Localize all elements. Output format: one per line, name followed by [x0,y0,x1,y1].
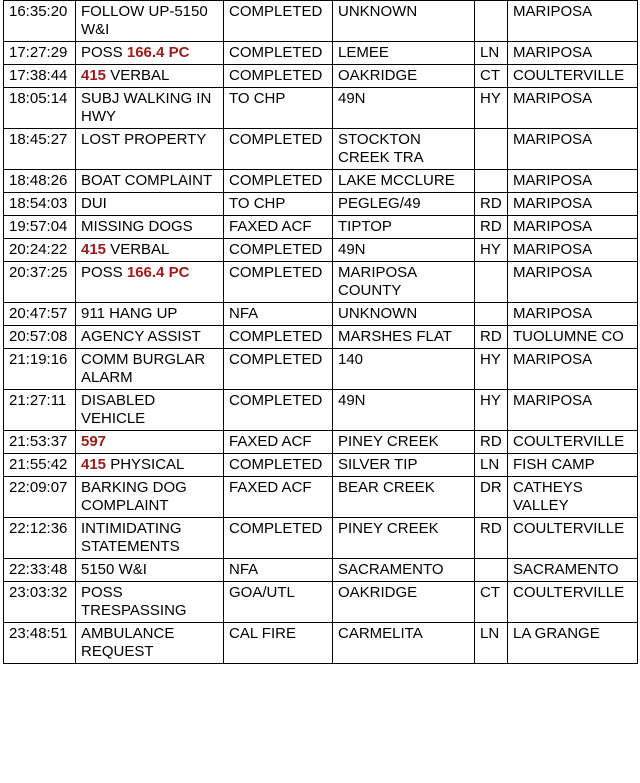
call-street-suffix: CT [475,65,508,88]
call-time: 18:48:26 [4,170,76,193]
call-city: TUOLUMNE CO [508,326,638,349]
call-city: MARIPOSA [508,216,638,239]
call-type [76,454,224,477]
call-time: 20:24:22 [4,239,76,262]
call-street: CARMELITA [333,623,475,664]
call-type [76,193,224,216]
call-type-text: AMBULANCE REQUEST [81,625,179,660]
table-row [4,1,638,42]
call-street: SACRAMENTO [333,559,475,582]
call-time: 18:05:14 [4,88,76,129]
call-type [76,129,224,170]
call-type [76,239,224,262]
call-street: OAKRIDGE [333,65,475,88]
call-type-text: DISABLED VEHICLE [81,392,160,427]
call-street-suffix: HY [475,349,508,390]
call-time: 17:38:44 [4,65,76,88]
call-street-suffix: RD [475,431,508,454]
table-row [4,88,638,129]
call-street-suffix: LN [475,42,508,65]
call-street: 49N [333,88,475,129]
call-time: 18:54:03 [4,193,76,216]
call-status: CAL FIRE [224,623,333,664]
call-street-suffix: RD [475,326,508,349]
call-street: UNKNOWN [333,303,475,326]
call-type [76,390,224,431]
call-type-text: BOAT COMPLAINT [81,172,213,189]
call-type-text: 5150 W&I [81,561,147,578]
call-street: 49N [333,239,475,262]
table-row [4,239,638,262]
call-time: 21:27:11 [4,390,76,431]
call-type [76,216,224,239]
call-type [76,65,224,88]
call-type-text: POSS [81,44,127,61]
call-street: STOCKTON CREEK TRA [333,129,475,170]
call-city: SACRAMENTO [508,559,638,582]
call-status: COMPLETED [224,65,333,88]
call-street: LEMEE [333,42,475,65]
call-time: 17:27:29 [4,42,76,65]
call-street-suffix [475,559,508,582]
call-type [76,303,224,326]
table-row [4,326,638,349]
call-street: LAKE MCCLURE [333,170,475,193]
call-street-suffix: LN [475,623,508,664]
penal-code: 415 [81,67,107,84]
call-time: 16:35:20 [4,1,76,42]
call-type [76,170,224,193]
call-status: FAXED ACF [224,431,333,454]
call-type-text: BARKING DOG COMPLAINT [81,479,192,514]
call-street: MARSHES FLAT [333,326,475,349]
table-row [4,477,638,518]
call-status: TO CHP [224,193,333,216]
call-type-text: AGENCY ASSIST [81,328,201,345]
call-street-suffix: HY [475,390,508,431]
call-time: 19:57:04 [4,216,76,239]
call-street: 140 [333,349,475,390]
table-row [4,193,638,216]
call-time: 22:09:07 [4,477,76,518]
call-city: COULTERVILLE [508,518,638,559]
call-street: BEAR CREEK [333,477,475,518]
call-city: MARIPOSA [508,1,638,42]
call-time: 18:45:27 [4,129,76,170]
call-street: PINEY CREEK [333,431,475,454]
table-row [4,42,638,65]
call-status: FAXED ACF [224,216,333,239]
call-time: 22:33:48 [4,559,76,582]
call-city: CATHEYS VALLEY [508,477,638,518]
call-street-suffix: DR [475,477,508,518]
call-city: COULTERVILLE [508,431,638,454]
call-street-suffix [475,170,508,193]
call-type-text: POSS [81,264,127,281]
call-status: FAXED ACF [224,477,333,518]
call-status: COMPLETED [224,454,333,477]
call-status: COMPLETED [224,129,333,170]
call-city: MARIPOSA [508,193,638,216]
call-time: 22:12:36 [4,518,76,559]
penal-code: 166.4 PC [126,44,190,61]
call-time: 20:37:25 [4,262,76,303]
call-status: COMPLETED [224,1,333,42]
call-time: 21:19:16 [4,349,76,390]
call-status: TO CHP [224,88,333,129]
call-type-text: INTIMIDATING STATEMENTS [81,520,186,555]
call-type-text: 911 HANG UP [81,305,178,322]
call-street: MARIPOSA COUNTY [333,262,475,303]
table-row [4,170,638,193]
table-row [4,431,638,454]
call-street-suffix: RD [475,193,508,216]
call-type-text: PHYSICAL [106,456,185,473]
penal-code: 597 [81,433,107,450]
call-time: 23:03:32 [4,582,76,623]
table-row [4,303,638,326]
call-city: LA GRANGE [508,623,638,664]
call-type-text: MISSING DOGS [81,218,193,235]
call-street-suffix: RD [475,518,508,559]
call-city: MARIPOSA [508,129,638,170]
call-street: OAKRIDGE [333,582,475,623]
call-status: COMPLETED [224,170,333,193]
call-street: UNKNOWN [333,1,475,42]
table-row [4,216,638,239]
call-street-suffix: LN [475,454,508,477]
table-row [4,390,638,431]
call-street: PINEY CREEK [333,518,475,559]
call-city: MARIPOSA [508,170,638,193]
call-street: PEGLEG/49 [333,193,475,216]
penal-code: 415 [81,241,107,258]
call-city: MARIPOSA [508,239,638,262]
call-type [76,559,224,582]
call-street-suffix: CT [475,582,508,623]
call-street-suffix [475,1,508,42]
call-status: COMPLETED [224,262,333,303]
call-status: COMPLETED [224,390,333,431]
call-type [76,1,224,42]
call-log-table [3,0,638,664]
table-row [4,349,638,390]
call-street-suffix: HY [475,239,508,262]
call-city: MARIPOSA [508,349,638,390]
call-street: 49N [333,390,475,431]
call-time: 20:57:08 [4,326,76,349]
call-status: GOA/UTL [224,582,333,623]
call-street-suffix: HY [475,88,508,129]
call-city: MARIPOSA [508,390,638,431]
call-type [76,349,224,390]
call-type-text: DUI [81,195,107,212]
call-city: FISH CAMP [508,454,638,477]
call-city: MARIPOSA [508,42,638,65]
table-row [4,262,638,303]
table-row [4,623,638,664]
table-row [4,65,638,88]
table-row [4,518,638,559]
call-status: COMPLETED [224,42,333,65]
call-city: MARIPOSA [508,303,638,326]
penal-code: 166.4 PC [126,264,190,281]
call-type [76,518,224,559]
call-type-text: VERBAL [106,241,170,258]
table-row [4,454,638,477]
call-status: COMPLETED [224,326,333,349]
call-time: 21:53:37 [4,431,76,454]
call-city: COULTERVILLE [508,65,638,88]
call-type-text: SUBJ WALKING IN HWY [81,90,216,125]
call-type-text: VERBAL [106,67,170,84]
call-status: COMPLETED [224,239,333,262]
call-street: SILVER TIP [333,454,475,477]
call-type-text: FOLLOW UP-5150 W&I [81,3,212,38]
table-row [4,582,638,623]
call-city: MARIPOSA [508,262,638,303]
call-type [76,326,224,349]
table-row [4,559,638,582]
call-street-suffix [475,129,508,170]
call-time: 23:48:51 [4,623,76,664]
call-city: COULTERVILLE [508,582,638,623]
call-street-suffix [475,262,508,303]
call-type [76,42,224,65]
call-type [76,582,224,623]
call-type [76,262,224,303]
call-street-suffix [475,303,508,326]
call-type [76,88,224,129]
call-status: NFA [224,303,333,326]
table-row [4,129,638,170]
call-type [76,477,224,518]
call-status: COMPLETED [224,518,333,559]
call-type-text: LOST PROPERTY [81,131,207,148]
call-city: MARIPOSA [508,88,638,129]
call-status: COMPLETED [224,349,333,390]
call-street: TIPTOP [333,216,475,239]
call-log-body [4,1,638,664]
call-type [76,431,224,454]
call-type-text: POSS TRESPASSING [81,584,187,619]
call-status: NFA [224,559,333,582]
call-type [76,623,224,664]
penal-code: 415 [81,456,107,473]
call-type-text: COMM BURGLAR ALARM [81,351,209,386]
call-street-suffix: RD [475,216,508,239]
call-time: 20:47:57 [4,303,76,326]
call-time: 21:55:42 [4,454,76,477]
